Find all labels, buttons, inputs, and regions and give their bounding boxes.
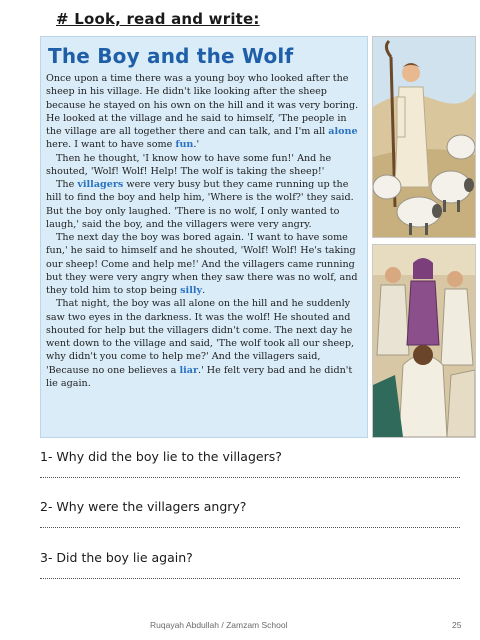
- answer-line-1[interactable]: [40, 477, 460, 478]
- story-paragraph: [46, 178, 364, 231]
- keyword: fun: [175, 139, 194, 151]
- question-1: 1- Why did the boy lie to the villagers?: [40, 449, 282, 464]
- story-text-run: .: [202, 285, 206, 296]
- story-text-run: .': [193, 139, 200, 151]
- keyword: liar: [179, 364, 199, 376]
- keyword: silly: [180, 285, 203, 296]
- story-paragraph: [46, 152, 364, 179]
- story-text-run: were very busy but they came running up the hill to find the boy and help him, 'Where is the wolf?' they said. But the boy only laughed. 'There is no wolf, I only wanted to laugh,' said the boy, and the villagers were very angry.: [46, 179, 354, 230]
- story-paragraph: [46, 297, 364, 390]
- story-title: The Boy and the Wolf: [48, 44, 294, 68]
- story-text-run: That night, the boy was all alone on the hill and he suddenly saw two eyes in the darkness. It was the wolf! He shouted and shouted for help but the villagers didn't come. The next day he went down to the village and said, 'The wolf took all our sheep, why didn't you come to help me?' And the villagers said, 'Because no one believes a: [46, 298, 355, 376]
- story-text-run: The: [56, 179, 78, 190]
- story-paragraph: [46, 231, 364, 297]
- answer-line-2[interactable]: [40, 527, 460, 528]
- story-text-run: The next day the boy was bored again. 'I want to have some fun,' he said to himself and he shouted, 'Wolf! Wolf! He's taking our sheep! Come and help me!' And the villagers came running but they were very angry when they saw there was no wolf, and they told him to stop being: [46, 232, 358, 296]
- worksheet-heading: # Look, read and write:: [56, 10, 260, 28]
- story-text-run: Once upon a time there was a young boy who looked after the sheep in his village. He didn't like looking after the sheep because he stayed on his own on the hill and it was very boring. He looked at the village and he said to himself, 'The people in the village are all together there and can talk, and I'm all: [46, 73, 359, 137]
- question-2: 2- Why were the villagers angry?: [40, 499, 247, 514]
- story-text-run: Then he thought, 'I know how to have some fun!' And he shouted, 'Wolf! Wolf! Help! The wolf is taking the sheep!': [46, 152, 332, 177]
- story-text-run: here. I want to have some: [46, 139, 176, 151]
- story-paragraph: [46, 72, 364, 152]
- boy-with-sheep-illustration: [372, 36, 476, 238]
- page-number: 25: [452, 620, 462, 630]
- keyword: alone: [328, 126, 358, 137]
- answer-line-3[interactable]: [40, 578, 460, 579]
- question-3: 3- Did the boy lie again?: [40, 550, 193, 565]
- story-text-run: .' He felt very bad and he didn't lie again.: [46, 364, 353, 389]
- footer-credit: Ruqayah Abdullah / Zamzam School: [150, 620, 288, 630]
- keyword: villagers: [77, 179, 124, 190]
- villagers-illustration: [372, 244, 476, 438]
- story-text: [46, 72, 364, 390]
